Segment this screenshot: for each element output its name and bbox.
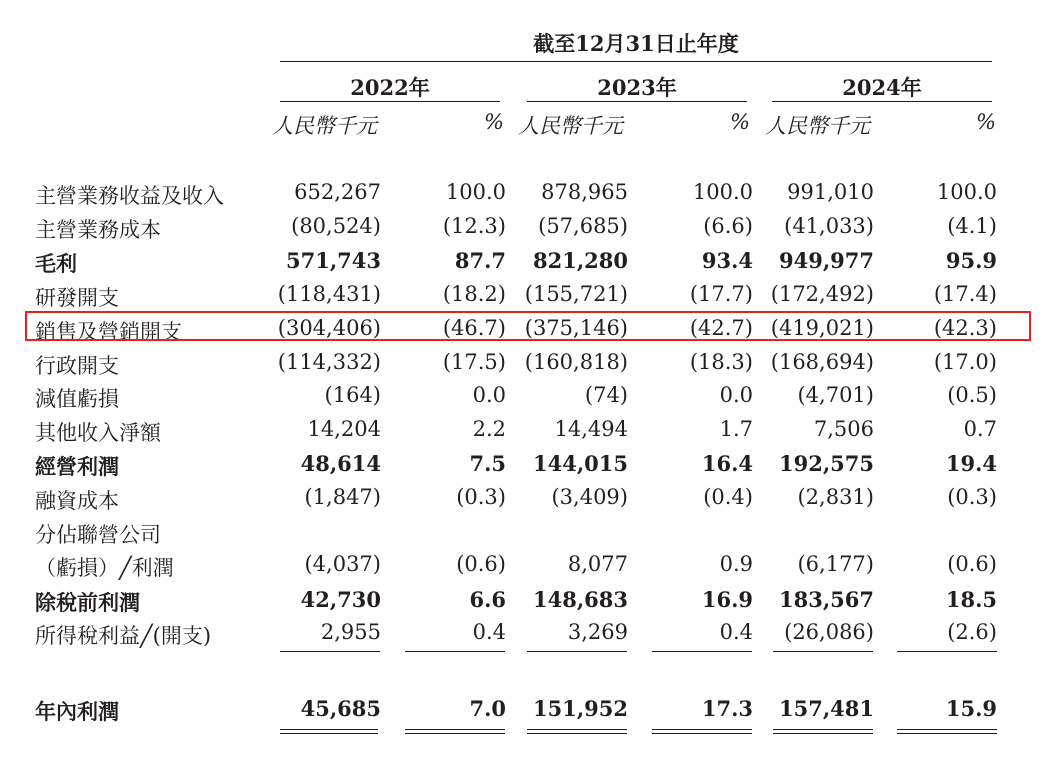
subtotal-rule-c3 (527, 651, 627, 652)
amount-cell: (41,033) (784, 214, 874, 238)
table-row (0, 517, 1061, 551)
unit-percent-2022: % (484, 110, 504, 134)
table-row (0, 178, 1061, 212)
total-double-rule-c1 (280, 729, 378, 734)
percent-cell: 15.9 (945, 696, 997, 721)
amount-cell: (2,831) (797, 485, 874, 509)
row-label: 融資成本 (35, 489, 119, 513)
amount-cell: 42,730 (300, 587, 381, 612)
subtotal-rule-c5 (773, 651, 873, 652)
row-label: （虧損）╱利潤 (35, 556, 174, 580)
row-label: 銷售及營銷開支 (35, 320, 182, 344)
percent-cell: 0.0 (719, 383, 753, 407)
table-row (0, 550, 1061, 584)
amount-cell: 183,567 (779, 587, 874, 612)
amount-cell: 3,269 (567, 620, 628, 644)
unit-currency-2022: 人民幣千元 (272, 114, 377, 138)
amount-cell: 8,077 (567, 552, 628, 576)
percent-cell: (12.3) (442, 214, 506, 238)
year-2023-header: 2023年 (597, 75, 677, 100)
percent-cell: 0.4 (719, 620, 753, 644)
percent-cell: (46.7) (442, 316, 506, 340)
amount-cell: 151,952 (533, 696, 628, 721)
amount-cell: (160,818) (524, 350, 628, 374)
amount-cell: (419,021) (770, 316, 874, 340)
amount-cell: (172,492) (770, 282, 874, 306)
unit-percent-2024: % (976, 110, 996, 134)
table-row (0, 348, 1061, 382)
percent-cell: (18.3) (689, 350, 753, 374)
amount-cell: 991,010 (787, 180, 874, 204)
amount-cell: (6,177) (797, 552, 874, 576)
amount-cell: (304,406) (277, 316, 381, 340)
amount-cell: 2,955 (320, 620, 381, 644)
amount-cell: (3,409) (551, 485, 628, 509)
table-row (0, 449, 1061, 483)
unit-currency-2023: 人民幣千元 (518, 114, 623, 138)
amount-cell: (4,701) (797, 383, 874, 407)
percent-cell: 0.9 (719, 552, 753, 576)
amount-cell: 652,267 (294, 180, 381, 204)
amount-cell: 7,506 (813, 417, 874, 441)
subtotal-rule-c1 (280, 651, 380, 652)
amount-cell: (375,146) (524, 316, 628, 340)
subtotal-rule-c6 (897, 651, 997, 652)
percent-cell: (17.7) (689, 282, 753, 306)
year-2022-header: 2022年 (350, 75, 430, 100)
percent-cell: (2.6) (947, 620, 997, 644)
percent-cell: (18.2) (442, 282, 506, 306)
amount-cell: 949,977 (779, 248, 874, 273)
percent-cell: (0.4) (703, 485, 753, 509)
amount-cell: 144,015 (533, 451, 628, 476)
row-label: 其他收入淨額 (35, 421, 161, 445)
year-2024-rule (772, 101, 992, 102)
row-label: 所得稅利益╱(開支) (35, 624, 212, 648)
amount-cell: 821,280 (533, 248, 628, 273)
amount-cell: (168,694) (770, 350, 874, 374)
row-label: 減值虧損 (35, 387, 119, 411)
amount-cell: (118,431) (277, 282, 381, 306)
percent-cell: 16.4 (701, 451, 753, 476)
amount-cell: (1,847) (304, 485, 381, 509)
percent-cell: (0.5) (947, 383, 997, 407)
percent-cell: 17.3 (701, 696, 753, 721)
percent-cell: 0.7 (963, 417, 997, 441)
row-label: 毛利 (35, 251, 77, 276)
row-label: 除稅前利潤 (35, 590, 140, 615)
percent-cell: (6.6) (703, 214, 753, 238)
row-label: 經營利潤 (35, 454, 119, 479)
amount-cell: 192,575 (779, 451, 874, 476)
row-label: 主營業務成本 (35, 218, 161, 242)
amount-cell: (74) (584, 383, 628, 407)
percent-cell: 1.7 (719, 417, 753, 441)
amount-cell: (26,086) (784, 620, 874, 644)
year-2024-header: 2024年 (842, 75, 922, 100)
subtotal-rule-c4 (652, 651, 752, 652)
table-row (0, 381, 1061, 415)
percent-cell: 0.0 (472, 383, 506, 407)
table-row (0, 415, 1061, 449)
percent-cell: 100.0 (692, 180, 753, 204)
percent-cell: (42.3) (933, 316, 997, 340)
percent-cell: (17.0) (933, 350, 997, 374)
row-label: 研發開支 (35, 286, 119, 310)
percent-cell: 100.0 (445, 180, 506, 204)
amount-cell: (164) (324, 383, 381, 407)
percent-cell: (17.4) (933, 282, 997, 306)
table-row (0, 212, 1061, 246)
percent-cell: 7.5 (469, 451, 506, 476)
subtotal-rule-c2 (405, 651, 505, 652)
table-row (0, 246, 1061, 280)
amount-cell: 45,685 (300, 696, 381, 721)
percent-cell: 100.0 (936, 180, 997, 204)
table-row (0, 585, 1061, 619)
percent-cell: (0.6) (947, 552, 997, 576)
total-double-rule-c3 (527, 729, 627, 734)
percent-cell: 7.0 (469, 696, 506, 721)
row-label: 行政開支 (35, 354, 119, 378)
amount-cell: 878,965 (541, 180, 628, 204)
amount-cell: (4,037) (304, 552, 381, 576)
year-2023-rule (527, 101, 747, 102)
amount-cell: (57,685) (538, 214, 628, 238)
percent-cell: 87.7 (454, 248, 506, 273)
amount-cell: 148,683 (533, 587, 628, 612)
amount-cell: 14,204 (307, 417, 381, 441)
percent-cell: 2.2 (472, 417, 506, 441)
percent-cell: (0.3) (947, 485, 997, 509)
unit-currency-2024: 人民幣千元 (765, 114, 870, 138)
percent-cell: (0.3) (456, 485, 506, 509)
percent-cell: (4.1) (947, 214, 997, 238)
table-row (0, 618, 1061, 652)
percent-cell: 0.4 (472, 620, 506, 644)
percent-cell: (42.7) (689, 316, 753, 340)
percent-cell: (0.6) (456, 552, 506, 576)
percent-cell: 16.9 (701, 587, 753, 612)
percent-cell: 95.9 (945, 248, 997, 273)
percent-cell: 93.4 (701, 248, 753, 273)
amount-cell: 48,614 (300, 451, 381, 476)
total-double-rule-c5 (773, 729, 873, 734)
table-row (0, 694, 1061, 728)
total-double-rule-c2 (405, 729, 505, 734)
period-rule (280, 61, 992, 62)
percent-cell: (17.5) (442, 350, 506, 374)
period-header: 截至12月31日止年度 (533, 31, 739, 56)
amount-cell: (80,524) (291, 214, 381, 238)
total-double-rule-c6 (897, 729, 997, 734)
amount-cell: 157,481 (779, 696, 874, 721)
amount-cell: 14,494 (554, 417, 628, 441)
year-2022-rule (280, 101, 500, 102)
highlight-box (25, 311, 1031, 341)
unit-percent-2023: % (730, 110, 750, 134)
percent-cell: 19.4 (945, 451, 997, 476)
amount-cell: (155,721) (524, 282, 628, 306)
table-row (0, 280, 1061, 314)
row-label: 年內利潤 (35, 699, 119, 724)
percent-cell: 18.5 (945, 587, 997, 612)
amount-cell: (114,332) (277, 350, 381, 374)
amount-cell: 571,743 (286, 248, 381, 273)
row-label: 分佔聯營公司 (35, 523, 161, 547)
table-row (0, 483, 1061, 517)
percent-cell: 6.6 (469, 587, 506, 612)
total-double-rule-c4 (652, 729, 752, 734)
row-label: 主營業務收益及收入 (35, 184, 224, 208)
